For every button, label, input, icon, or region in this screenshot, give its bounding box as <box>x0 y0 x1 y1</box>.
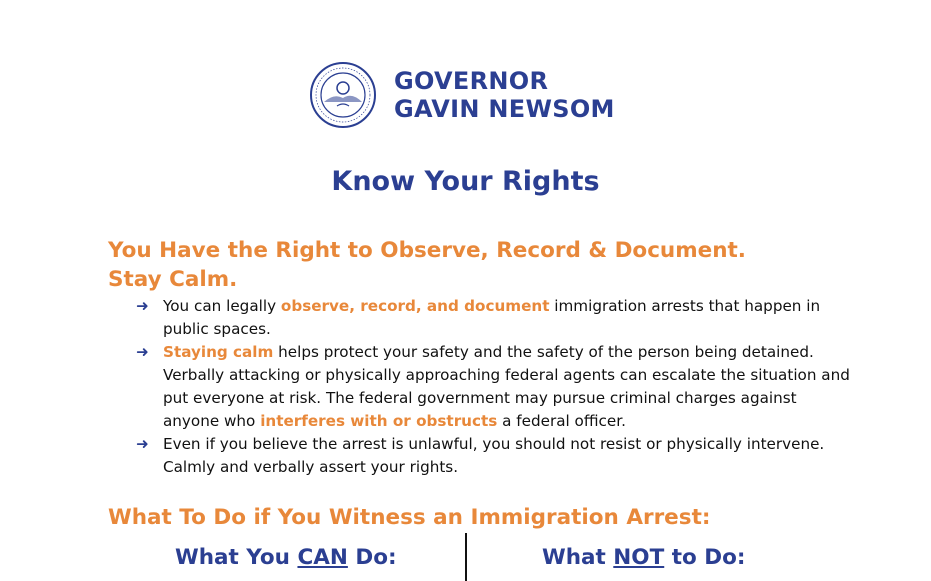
not-do-heading: What NOT to Do: <box>542 545 746 570</box>
bullet-highlight: observe, record, and document <box>280 297 550 315</box>
rights-list <box>136 295 856 479</box>
bullet-text: You can legally <box>163 297 281 315</box>
section-heading-line-2: Stay Calm. <box>108 267 238 292</box>
arrow-right-icon: ➜ <box>136 343 149 361</box>
bullet-highlight: Staying calm <box>163 343 274 361</box>
bullet-highlight: interferes with or obstructs <box>260 412 498 430</box>
can-do-heading: What You CAN Do: <box>175 545 397 570</box>
bullet-text: a federal officer. <box>497 412 626 430</box>
section-heading-line-1: You Have the Right to Observe, Record & Document. <box>108 238 746 263</box>
california-seal-icon <box>310 62 376 128</box>
bullet-text: helps protect your safety and the safety of the person being detained. Verbally attacking or physically approaching federal agents can escalate the situation and put everyone at risk. The federal government may pursue criminal charges against anyone who <box>163 343 850 430</box>
name-line-2: GAVIN NEWSOM <box>394 95 615 123</box>
page-title: Know Your Rights <box>331 166 600 197</box>
bullet-text: immigration arrests that happen in public spaces. <box>163 297 821 338</box>
header <box>310 62 615 128</box>
bullet-text: Even if you believe the arrest is unlawful, you should not resist or physically intervene. Calmly and verbally assert your rights. <box>163 435 825 476</box>
list-item <box>136 433 856 479</box>
name-line-1: GOVERNOR <box>394 67 549 95</box>
section-heading-witness: What To Do if You Witness an Immigration Arrest: <box>108 505 711 530</box>
list-item <box>136 341 856 433</box>
list-item <box>136 295 856 341</box>
governor-name <box>394 67 615 123</box>
section-heading-observe <box>108 236 746 294</box>
arrow-right-icon: ➜ <box>136 435 149 453</box>
column-divider <box>465 533 467 581</box>
arrow-right-icon: ➜ <box>136 297 149 315</box>
